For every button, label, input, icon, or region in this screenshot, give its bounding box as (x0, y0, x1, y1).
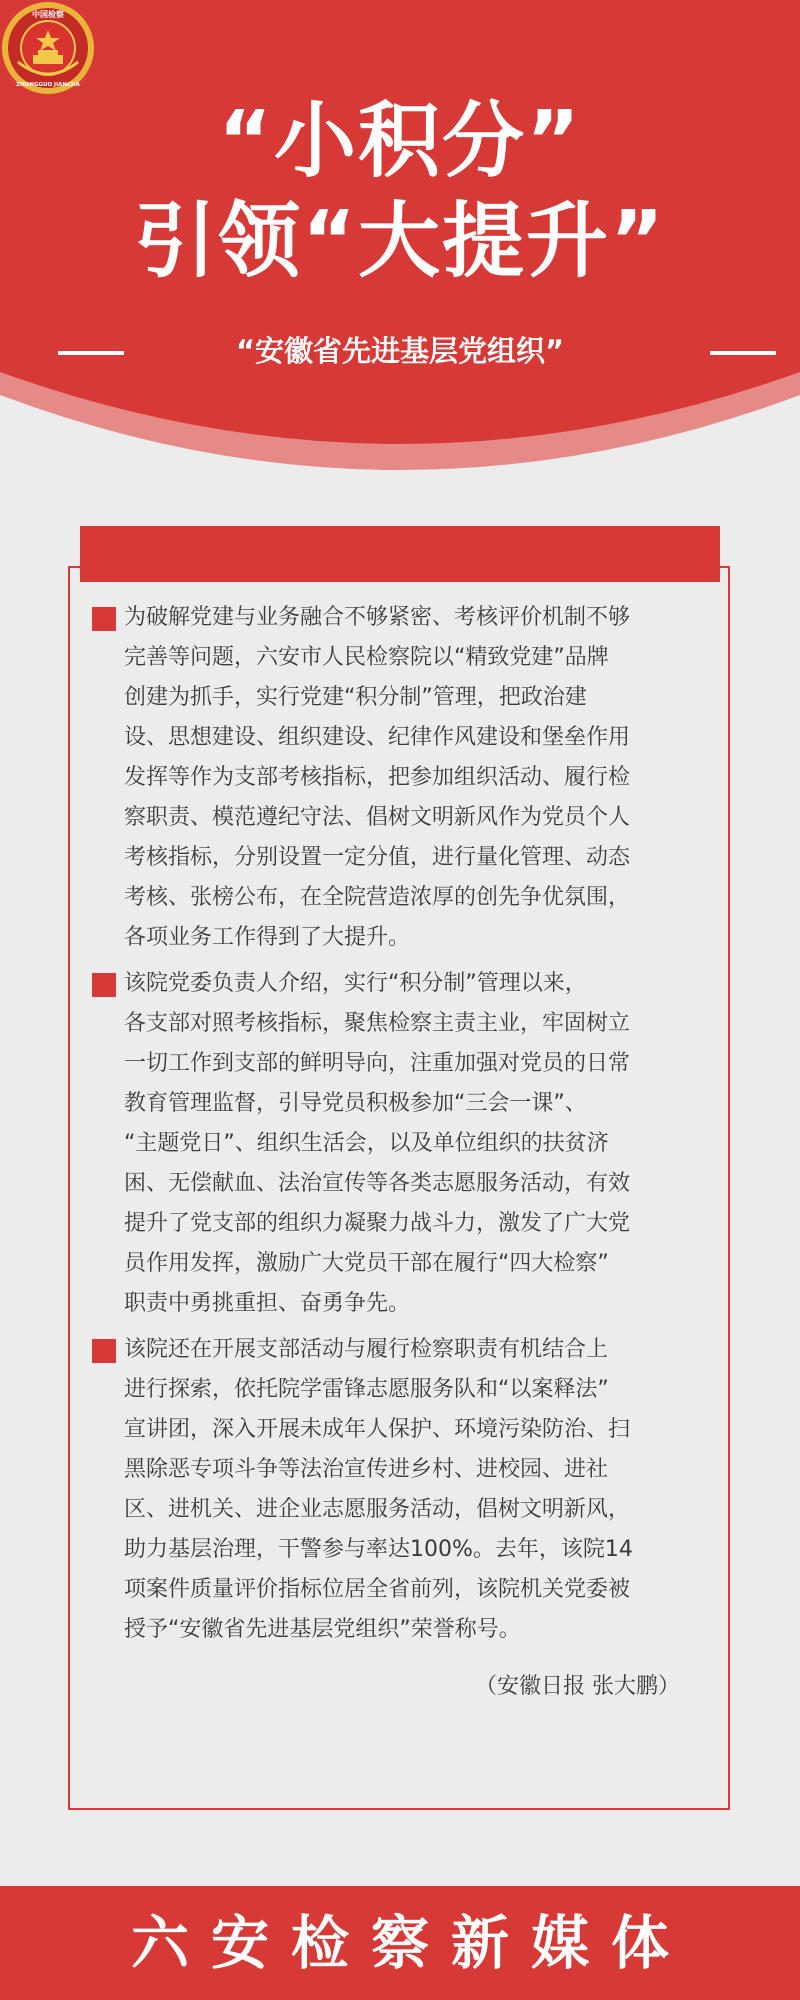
paragraph-bullet-icon (92, 1339, 116, 1363)
paragraph-line: 教育管理监督，引导党员积极参加“三会一课”、 (124, 1091, 587, 1116)
page-title-line-2: 引领“大提升” (134, 194, 666, 289)
footer-brand-text: 六安检察新媒体 (130, 1909, 691, 1977)
paragraph-line: 员作用发挥，激励广大党员干部在履行“四大检察” (124, 1251, 609, 1276)
page-subtitle: “安徽省先进基层党组织” (235, 334, 565, 368)
paragraph-bullet-icon (92, 607, 116, 631)
paragraph-line: 设、思想建设、组织建设、纪律作风建设和堡垒作用 (124, 725, 631, 750)
paragraph-line: 黑除恶专项斗争等法治宣传进乡村、进校园、进社 (124, 1457, 609, 1482)
paragraph-line: 各支部对照考核指标，聚焦检察主责主业，牢固树立 (124, 1011, 631, 1036)
header-banner (0, 0, 800, 500)
paragraph-line: 发挥等作为支部考核指标，把参加组织活动、履行检 (124, 765, 631, 790)
page-title-line-1: “小积分” (218, 94, 582, 189)
paragraph-line: 为破解党建与业务融合不够紧密、考核评价机制不够 (124, 605, 631, 630)
paragraph-bullet-icon (92, 973, 116, 997)
procuratorate-emblem (0, 0, 96, 96)
paragraph-line: 考核、张榜公布，在全院营造浓厚的创先争优氛围， (124, 885, 631, 910)
paragraph-line: 考核指标，分别设置一定分值，进行量化管理、动态 (124, 845, 631, 870)
paragraph-line: 授予“安徽省先进基层党组织”荣誉称号。 (124, 1617, 521, 1642)
paragraph-line: 创建为抓手，实行党建“积分制”管理，把政治建 (124, 685, 587, 710)
paragraph-line: 困、无偿献血、法治宣传等各类志愿服务活动，有效 (124, 1171, 631, 1196)
article-paragraph-2 (90, 964, 706, 1324)
paragraph-line: 一切工作到支部的鲜明导向，注重加强对党员的日常 (124, 1051, 631, 1076)
article-body (90, 598, 706, 1650)
paragraph-line: 该院还在开展支部活动与履行检察职责有机结合上 (124, 1337, 609, 1362)
article-byline: （安徽日报 张大鹏） (475, 1674, 680, 1699)
paragraph-line: 该院党委负责人介绍，实行“积分制”管理以来， (124, 971, 587, 996)
article-paragraph-3 (90, 1330, 706, 1650)
paragraph-line: 完善等问题，六安市人民检察院以“精致党建”品牌 (124, 645, 609, 670)
article-paragraph-1 (90, 598, 706, 958)
paragraph-line: 助力基层治理，干警参与率达100%。去年，该院14 (124, 1537, 633, 1562)
paragraph-line: “主题党日”、组织生活会，以及单位组织的扶贫济 (124, 1131, 609, 1156)
paragraph-line: 提升了党支部的组织力凝聚力战斗力，激发了广大党 (124, 1211, 631, 1236)
paragraph-line: 项案件质量评价指标位居全省前列，该院机关党委被 (124, 1577, 631, 1602)
paragraph-line: 宣讲团，深入开展未成年人保护、环境污染防治、扫 (124, 1417, 631, 1442)
paragraph-line: 察职责、模范遵纪守法、倡树文明新风作为党员个人 (124, 805, 631, 830)
svg-text:中国检察: 中国检察 (32, 10, 64, 19)
subtitle-divider-right (710, 351, 776, 355)
paragraph-line: 各项业务工作得到了大提升。 (124, 925, 411, 950)
paragraph-line: 区、进机关、进企业志愿服务活动，倡树文明新风， (124, 1497, 631, 1522)
footer-banner (0, 1886, 800, 2000)
article-header-bar (80, 526, 720, 582)
paragraph-line: 职责中勇挑重担、奋勇争先。 (124, 1291, 411, 1316)
svg-text:ZHONGGUO JIANCHA: ZHONGGUO JIANCHA (16, 82, 80, 88)
paragraph-line: 进行探索，依托院学雷锋志愿服务队和“以案释法” (124, 1377, 609, 1402)
